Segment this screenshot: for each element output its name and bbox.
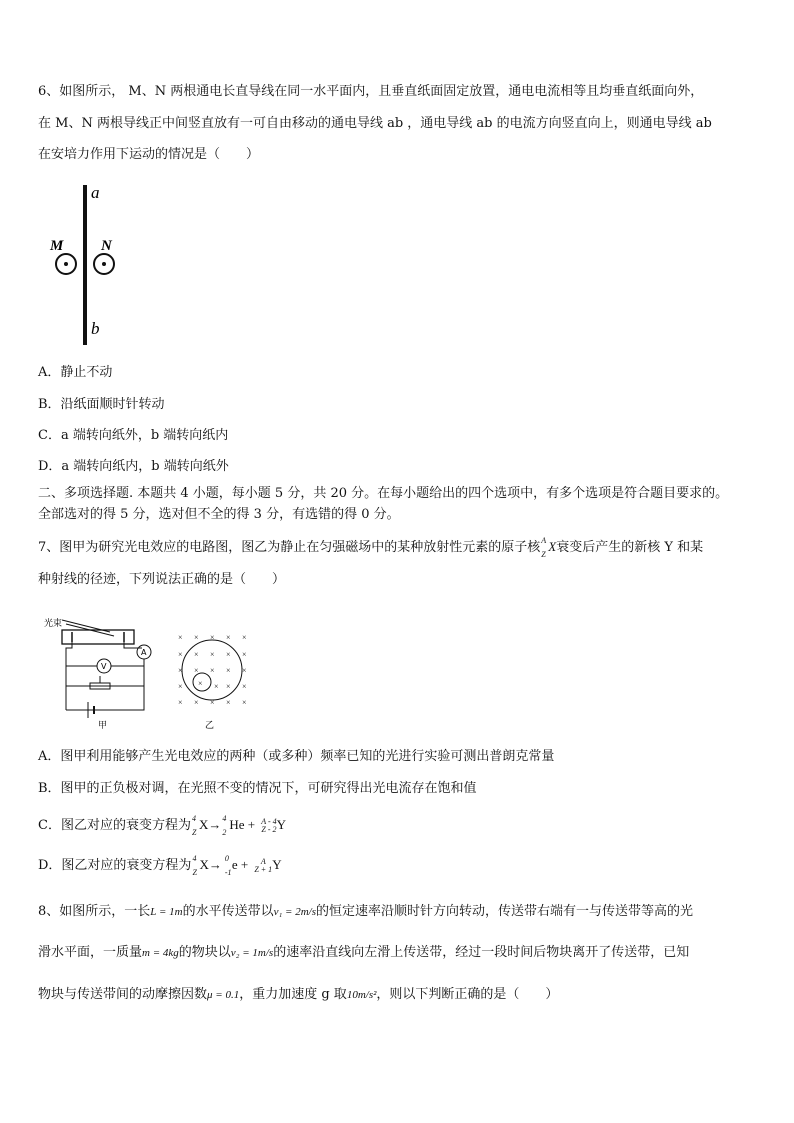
svg-text:×: × <box>178 633 183 642</box>
svg-text:×: × <box>178 666 183 675</box>
svg-text:×: × <box>242 666 247 675</box>
svg-text:×: × <box>214 682 219 691</box>
caption-jia: 甲 <box>98 721 108 730</box>
q7-option-c: C．图乙对应的衰变方程为 4 Z X→ 4 2 He + A - 4 Z - 2Y <box>38 814 287 837</box>
svg-text:×: × <box>210 633 215 642</box>
svg-text:×: × <box>226 666 231 675</box>
label-b: b <box>91 319 100 338</box>
q7-figure-yi <box>172 630 257 735</box>
q6-option-c: C．a 端转向纸外，b 端转向纸内 <box>38 428 229 443</box>
svg-text:×: × <box>178 650 183 659</box>
svg-text:A: A <box>141 648 147 657</box>
svg-text:×: × <box>178 682 183 691</box>
q6-stem-line3: 在安培力作用下运动的情况是（ ） <box>38 147 260 162</box>
q6-option-a: A．静止不动 <box>38 365 113 380</box>
q6-stem-line2: 在 M、N 两根导线正中间竖直放有一可自由移动的通电导线 ab ，通电导线 ab 的电流方向竖直向上，则通电导线 ab <box>38 116 712 131</box>
svg-text:×: × <box>242 682 247 691</box>
q6-stem-line1: 6、如图所示， M、N 两根通电长直导线在同一水平面内，且垂直纸面固定放置，通电电流相等且均垂直纸面向外， <box>38 84 704 99</box>
svg-text:×: × <box>194 698 199 707</box>
q7-option-a: A．图甲利用能够产生光电效应的两种（或多种）频率已知的光进行实验可测出普朗克常量 <box>38 749 555 764</box>
label-n: N <box>101 238 112 254</box>
svg-text:×: × <box>242 698 247 707</box>
q7-stem-post: 衰变后产生的新核 Y 和某 <box>556 540 704 555</box>
nucleus-x: A Z X <box>541 536 557 559</box>
q6-option-d: D．a 端转向纸内，b 端转向纸外 <box>38 459 229 474</box>
svg-text:×: × <box>178 698 183 707</box>
q7-figure-jia <box>42 610 167 730</box>
svg-text:×: × <box>226 698 231 707</box>
field-marks <box>178 633 247 707</box>
q8-stem-line1: 8、如图所示，一长L = 1m的水平传送带以v₁ = 2m/s的恒定速率沿顺时针方向转动，传送带右端有一与传送带等高的光 <box>38 904 694 919</box>
section2-line1: 二、多项选择题. 本题共 4 小题，每小题 5 分，共 20 分。在每小题给出的四个选项中，有多个选项是符合题目要求的。 <box>38 486 729 501</box>
q6-figure <box>45 180 135 345</box>
q8-stem-line3: 物块与传送带间的动摩擦因数μ = 0.1，重力加速度 g 取10m/s²，则以下判断正确的是（ ） <box>38 987 559 1002</box>
q7-stem-line2: 种射线的径迹，下列说法正确的是（ ） <box>38 572 286 587</box>
q7-option-b: B．图甲的正负极对调，在光照不变的情况下，可研究得出光电流存在饱和值 <box>38 781 477 796</box>
q7-option-d: D．图乙对应的衰变方程为 4 Z X→ 0 -1 e + A Z + 1Y <box>38 854 282 877</box>
svg-text:×: × <box>194 650 199 659</box>
svg-text:×: × <box>226 682 231 691</box>
svg-text:×: × <box>194 666 199 675</box>
svg-text:V: V <box>101 662 107 671</box>
svg-text:×: × <box>194 633 199 642</box>
q7-stem-pre: 7、图甲为研究光电效应的电路图，图乙为静止在匀强磁场中的某种放射性元素的原子核 <box>38 540 541 555</box>
svg-text:×: × <box>210 698 215 707</box>
svg-text:×: × <box>242 633 247 642</box>
section2-line2: 全部选对的得 5 分，选对但不全的得 3 分，有选错的得 0 分。 <box>38 507 400 522</box>
caption-yi: 乙 <box>205 721 215 731</box>
svg-text:×: × <box>198 679 203 688</box>
label-a: a <box>91 183 100 202</box>
svg-text:×: × <box>226 650 231 659</box>
q7-stem-line1 <box>38 538 703 557</box>
svg-text:×: × <box>210 666 215 675</box>
q6-option-b: B．沿纸面顺时针转动 <box>38 397 165 412</box>
q8-stem-line2: 滑水平面，一质量m = 4kg的物块以v₂ = 1m/s的速率沿直线向左滑上传送带，经过一段时间后物块离开了传送带，已知 <box>38 945 690 960</box>
svg-text:×: × <box>210 650 215 659</box>
label-m: M <box>50 238 64 254</box>
svg-text:×: × <box>226 633 231 642</box>
light-label: 光束 <box>44 619 63 629</box>
svg-text:×: × <box>242 650 247 659</box>
